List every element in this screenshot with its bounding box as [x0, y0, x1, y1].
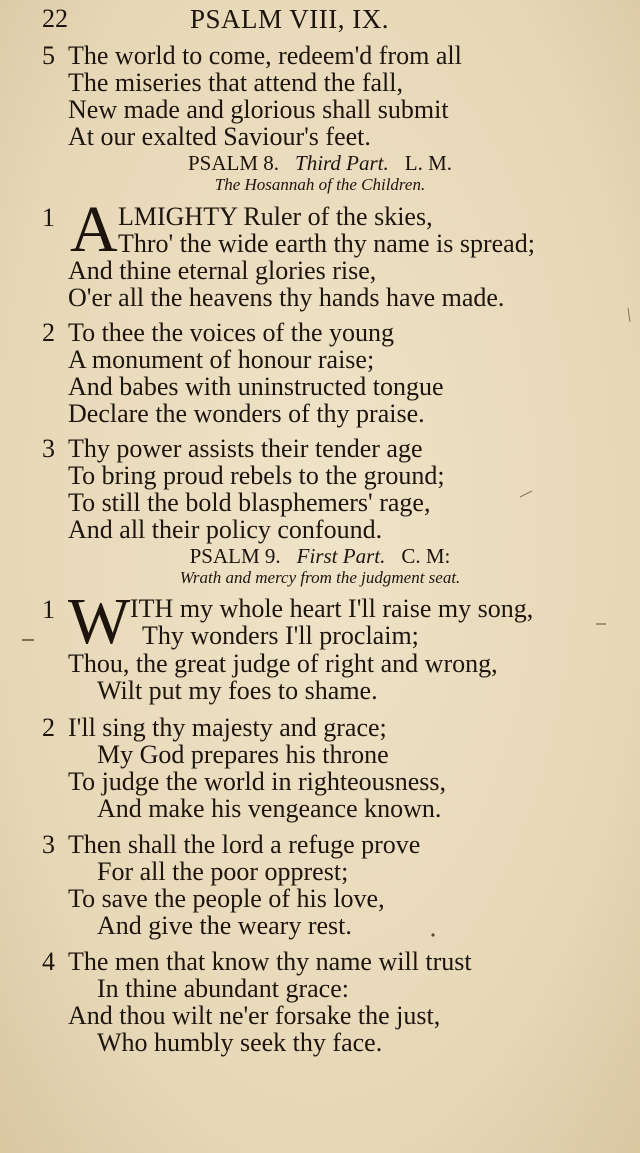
- speck-mark: [520, 491, 532, 497]
- verse-line: To judge the world in righteousness,: [68, 767, 447, 796]
- verse-line: ITH my whole heart I'll raise my song,: [130, 594, 534, 623]
- verse-line: My God prepares his throne: [97, 740, 389, 769]
- stanza-number: 1: [42, 595, 55, 624]
- page-title: PSALM VIII, IX.: [190, 4, 390, 34]
- verse-line: And thou wilt ne'er forsake the just,: [68, 1001, 441, 1030]
- stanza-number: 3: [42, 434, 55, 463]
- meter-label: C. M:: [401, 544, 451, 568]
- verse-line: Thy wonders I'll proclaim;: [142, 621, 419, 650]
- verse-line: And babes with uninstructed tongue: [68, 372, 444, 401]
- page-number: 22: [42, 4, 68, 33]
- verse-line: O'er all the heavens thy hands have made.: [68, 283, 505, 312]
- verse-line: The world to come, redeem'd from all: [68, 41, 462, 70]
- stanza-number: 5: [42, 41, 55, 70]
- verse-line: Who humbly seek thy face.: [97, 1028, 383, 1057]
- verse-line: The men that know thy name will trust: [68, 947, 472, 976]
- verse-line: Declare the wonders of thy praise.: [68, 399, 425, 428]
- verse-line: LMIGHTY Ruler of the skies,: [118, 202, 433, 231]
- speck-mark: [431, 933, 434, 936]
- speck-mark: [628, 308, 630, 322]
- part-label: Third Part.: [295, 151, 389, 175]
- stanza-number: 2: [42, 318, 55, 347]
- stanza-number: 4: [42, 947, 55, 976]
- meter-label: L. M.: [404, 151, 453, 175]
- psalm-subtitle: Wrath and mercy from the judgment seat.: [179, 568, 461, 587]
- verse-line: And make his vengeance known.: [97, 794, 442, 823]
- stanza-number: 2: [42, 713, 55, 742]
- verse-line: Thy power assists their tender age: [68, 434, 423, 463]
- verse-line: To bring proud rebels to the ground;: [68, 461, 445, 490]
- verse-line: At our exalted Saviour's feet.: [68, 122, 371, 151]
- verse-line: And give the weary rest.: [97, 911, 352, 940]
- psalm-label: PSALM 9.: [189, 544, 281, 568]
- verse-line: For all the poor opprest;: [97, 857, 349, 886]
- verse-line: In thine abundant grace:: [97, 974, 349, 1003]
- verse-line: Wilt put my foes to shame.: [97, 676, 378, 705]
- psalm-subtitle: The Hosannah of the Children.: [214, 175, 426, 194]
- verse-line: And all their policy confound.: [68, 515, 383, 544]
- verse-line: To save the people of his love,: [68, 884, 385, 913]
- stanza-number: 1: [42, 203, 55, 232]
- verse-line: A monument of honour raise;: [68, 345, 375, 374]
- drop-cap: A: [70, 193, 118, 266]
- verse-line: I'll sing thy majesty and grace;: [68, 713, 387, 742]
- verse-line: New made and glorious shall submit: [68, 95, 449, 124]
- verse-line: To thee the voices of the young: [68, 318, 394, 347]
- verse-line: Thou, the great judge of right and wrong,: [68, 649, 498, 678]
- verse-line: To still the bold blasphemers' rage,: [68, 488, 431, 517]
- psalm-label: PSALM 8.: [187, 151, 280, 175]
- verse-line: Thro' the wide earth thy name is spread;: [118, 229, 535, 258]
- stanza-number: 3: [42, 830, 55, 859]
- part-label: First Part.: [296, 544, 386, 568]
- verse-line: And thine eternal glories rise,: [68, 256, 377, 285]
- verse-line: Then shall the lord a refuge prove: [68, 830, 421, 859]
- verse-line: The miseries that attend the fall,: [68, 68, 403, 97]
- drop-cap: W: [68, 585, 131, 658]
